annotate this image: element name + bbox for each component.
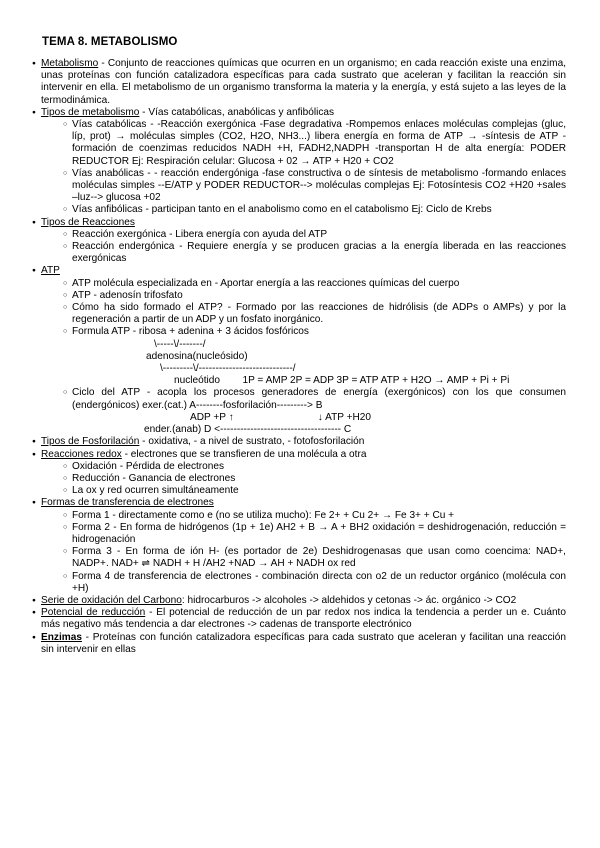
potencial-entry xyxy=(34,607,566,631)
list-item: ○ Ciclo del ATP - acopla los procesos generadores de energía (exergónicos) con los que consumen (endergónicos) exer.(cat.) A--------fosforilación---------> B xyxy=(34,387,566,411)
list-item: ○ Oxidación - Pérdida de electrones xyxy=(34,461,566,473)
fosforilacion-entry xyxy=(34,436,566,448)
metabolismo-entry xyxy=(34,58,566,107)
list-item: ○ Forma 4 de transferencia de electrones - combinación directa con o2 de un reductor orgánico (molécula con +H) xyxy=(34,571,566,595)
formula-line: nucleótido 1P = AMP 2P = ADP 3P = ATP ATP + H2O → AMP + Pi + Pi xyxy=(174,375,510,387)
tipos-metabolismo-entry xyxy=(34,107,566,119)
page-title: TEMA 8. METABOLISMO xyxy=(42,36,178,48)
metabolismo-term: Metabolismo xyxy=(41,58,99,69)
serie-entry xyxy=(34,595,566,607)
redox-text: - electrones que se transfieren de una molécula a otra xyxy=(121,448,367,460)
tipos-reacciones-term: Tipos de Reacciones xyxy=(41,216,135,228)
list-item: ○ ATP - adenosín trifosfato xyxy=(34,290,566,302)
list-item: ○ Reducción - Ganancia de electrones xyxy=(34,473,566,485)
list-item: ○ La ox y red ocurren simultáneamente xyxy=(34,485,566,497)
redox-term: Reacciones redox xyxy=(41,448,122,460)
redox-entry xyxy=(34,449,566,461)
cycle-line: ADP +P ↑ ↓ ATP +H20 xyxy=(190,411,372,423)
metabolismo-text: - Conjunto de reacciones químicas que ocurren en un organismo; en cada reacción existe una enzima, unas proteínas con función catalizadora específicas para cada sustrato que aceleran y facilitan la reacción sin intervenir en ella. El metabolismo de un organismo transforma la materia y la energía, y está sujeto a las leyes de la termodinámica. xyxy=(41,58,566,106)
list-item: ○ Forma 2 - En forma de hidrógenos (1p + 1e) AH2 + B → A + BH2 oxidación = deshidrogenación, reducción = hidrogenación xyxy=(34,522,566,546)
serie-text: : hidrocarburos -> alcoholes -> aldehidos y cetonas -> ác. orgánico -> CO2 xyxy=(181,594,517,606)
list-item: ○ ATP molécula especializada en - Aportar energía a las reacciones químicas del cuerpo xyxy=(34,278,566,290)
formula-line: adenosina(nucleósido) xyxy=(146,350,248,362)
potencial-text: - El potencial de reducción de un par redox nos indica la tendencia a perder un e. Cuánto más negativo más tendencia a dar electrones -> cadenas de transporte electrónico xyxy=(41,607,566,631)
list-item: ○ Vías catabólicas - -Reacción exergónica -Fase degradativa -Rompemos enlaces moléculas complejas (gluc, líp, prot) → moléculas simples (CO2, H2O, NH3...) libera energía en forma de ATP → -síntesis de ATP - formación de coenzimas reducidos NADH +H, FADH2,NADPH -transportan H de alta energía: PODER REDUCTOR Ej: Respiración celular: Glucosa + 02 → ATP + H20 + CO2 xyxy=(34,119,566,168)
enzimas-term: Enzimas xyxy=(41,631,82,643)
document-body xyxy=(34,58,566,656)
potencial-term: Potencial de reducción xyxy=(41,607,146,619)
list-item: ○ Vías anfibólicas - participan tanto en el anabolismo como en el catabolismo Ej: Ciclo de Krebs xyxy=(34,204,566,216)
formula-line: \-----\/-------/ xyxy=(154,338,206,350)
atp-term: ATP xyxy=(41,265,60,277)
transferencia-term: Formas de transferencia de electrones xyxy=(41,497,214,509)
cycle-line: ender.(anab) D <------------------------------------ C xyxy=(144,424,352,436)
list-item: ○ Cómo ha sido formado el ATP? - Formado por las reacciones de hidrólisis (de ADPs o AMPs) y por la regeneración a partir de un ADP y un fosfato inorgánico. xyxy=(34,302,566,326)
serie-term: Serie de oxidación del Carbono xyxy=(41,594,182,606)
list-item: ○ Forma 1 - directamente como e (no se utiliza mucho): Fe 2+ + Cu 2+ → Fe 3+ + Cu + xyxy=(34,510,566,522)
tipos-metabolismo-term: Tipos de metabolismo xyxy=(41,106,140,118)
fosforilacion-term: Tipos de Fosforilación xyxy=(41,436,140,448)
enzimas-text: - Proteínas con función catalizadora específicas para cada sustrato que aceleran y facilitan una reacción sin intervenir en ellas xyxy=(41,631,566,655)
formula-line: \---------\/----------------------------/ xyxy=(160,363,296,375)
fosforilacion-text: - oxidativa, - a nivel de sustrato, - fotofosforilación xyxy=(139,436,365,448)
tipos-metabolismo-text: - Vías catabólicas, anabólicas y anfibólicas xyxy=(139,106,335,118)
list-item: ○ Reacción endergónica - Requiere energía y se producen gracias a la energía liberada en las reacciones exergónicas xyxy=(34,241,566,265)
list-item: ○ Reacción exergónica - Libera energía con ayuda del ATP xyxy=(34,229,566,241)
atp-entry xyxy=(34,265,566,277)
transferencia-entry xyxy=(34,497,566,509)
enzimas-entry xyxy=(34,632,566,656)
list-item: ○ Formula ATP - ribosa + adenina + 3 ácidos fosfóricos xyxy=(34,326,566,338)
list-item: ○ Vías anabólicas - - reacción endergóniga -fase constructiva o de síntesis de metabolismo -formando enlaces moléculas simples --E/ATP y PODER REDUCTOR--> moléculas complejas Ej: Fotosíntesis CO2 +H20 +sales –luz--> glucosa +02 xyxy=(34,168,566,205)
list-item: ○ Forma 3 - En forma de ión H- (es portador de 2e) Deshidrogenasas que usan como coencima: NAD+, NADP+. NAD+ ⇌ NADH + H /AH2 +NAD → AH + NADH ox red xyxy=(34,546,566,570)
tipos-reacciones-entry xyxy=(34,217,566,229)
